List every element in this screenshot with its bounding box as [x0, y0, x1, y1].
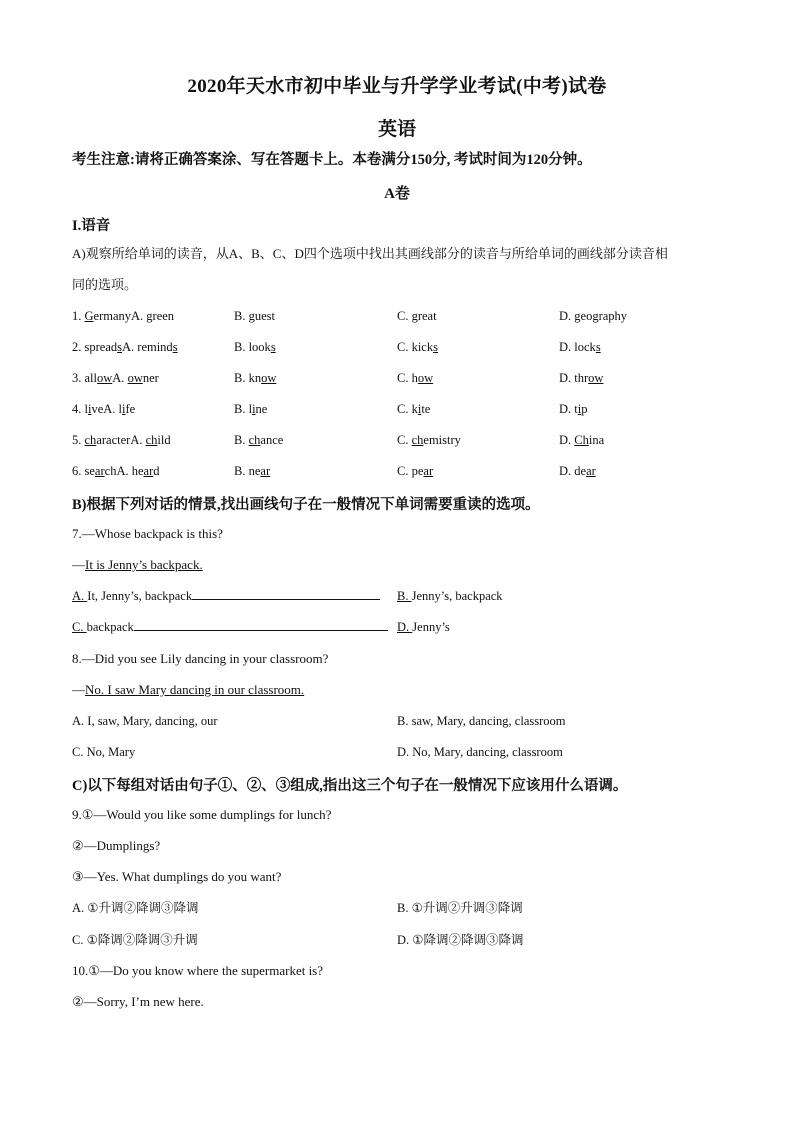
- q4-b-prefix: B. l: [234, 402, 253, 416]
- q7-a-blank-line: [192, 587, 380, 600]
- q4-word-rest: ve: [91, 402, 104, 416]
- q7-d-text: Jenny’s: [412, 620, 450, 634]
- q5-d-rest: ina: [588, 433, 605, 447]
- q5-b-rest: ance: [260, 433, 284, 447]
- q7-a-text: It, Jenny’s, backpack: [87, 589, 193, 603]
- q5-word-underlined: ch: [84, 433, 97, 447]
- q7-d-letter: D.: [397, 620, 413, 634]
- q9-line1: 9.①—Would you like some dumplings for lunch?: [72, 807, 332, 822]
- q4-b-underlined: i: [252, 402, 256, 416]
- q3-word-underlined: ow: [97, 371, 113, 385]
- q3-b-underlined: ow: [261, 371, 277, 385]
- q2-word-pre: spread: [84, 340, 118, 354]
- q3-option-b: [234, 369, 276, 387]
- q9-line3: ③—Yes. What dumplings do you want?: [72, 869, 282, 884]
- q1-d-prefix: D.: [559, 309, 575, 323]
- instruction-a-line2: 同的选项。: [72, 277, 138, 292]
- q1-b-rest: uest: [254, 309, 275, 323]
- q1-d-rest: eography: [580, 309, 628, 323]
- q6-c-underlined: ar: [423, 464, 434, 478]
- q2-b-underlined: s: [270, 340, 276, 354]
- instruction-a-line1: A)观察所给单词的读音，从A、B、C、D四个选项中找出其画线部分的读音与所给单词的画线部分读音相: [72, 246, 668, 261]
- q2-c-underlined: s: [433, 340, 438, 354]
- q5-a-prefix: A.: [130, 433, 146, 447]
- q4-number: 4.: [72, 402, 85, 416]
- q1-c-rest: reat: [417, 309, 437, 323]
- q6-a-underlined: ar: [143, 464, 154, 478]
- q2-word-underlined: s: [117, 340, 122, 354]
- q4-c-prefix: C. k: [397, 402, 418, 416]
- q1-c-prefix: C.: [397, 309, 412, 323]
- q1-option-d: [559, 307, 627, 325]
- q2-d-prefix: D. lock: [559, 340, 596, 354]
- q2-option-c: [397, 338, 438, 356]
- q3-number: 3.: [72, 371, 85, 385]
- q4-c-underlined: i: [417, 402, 422, 416]
- q10-line2: ②—Sorry, I’m new here.: [72, 994, 204, 1009]
- q2-a-underlined: s: [172, 340, 178, 354]
- q1-option-c: [397, 307, 437, 325]
- q7-c-letter: C.: [72, 620, 87, 634]
- q5-d-underlined: Ch: [574, 433, 589, 447]
- q5-c-rest: emistry: [423, 433, 461, 447]
- q6-c-prefix: C. pe: [397, 464, 424, 478]
- q9-line2: ②—Dumplings?: [72, 838, 161, 853]
- q2-option-d: [559, 338, 601, 356]
- q1-option-b: [234, 307, 275, 325]
- q3-option-d: [559, 369, 603, 387]
- q4-d-prefix: D. t: [559, 402, 578, 416]
- q1-d-underlined: g: [574, 309, 581, 323]
- q5-word-rest: aracter: [96, 433, 131, 447]
- q7-b-letter: B.: [397, 589, 412, 603]
- q7-option-c: [72, 618, 388, 636]
- q9-option-a: A. ①升调②降调③降调: [72, 901, 199, 915]
- q5-b-prefix: B.: [234, 433, 249, 447]
- q2-d-underlined: s: [595, 340, 601, 354]
- q5-d-prefix: D.: [559, 433, 575, 447]
- q3-option-c: [397, 369, 433, 387]
- q7-option-b: [397, 587, 503, 605]
- q7-line2: [72, 556, 203, 574]
- q7-underlined-sentence: It is Jenny’s backpack.: [85, 557, 203, 572]
- q2-a-prefix: A. remind: [122, 340, 173, 354]
- candidate-notice: 考生注意:请将正确答案涂、写在答题卡上。本卷满分150分, 考试时间为120分钟。: [72, 152, 592, 168]
- q6-word-underlined: ar: [94, 464, 105, 478]
- q6-word-rest: ch: [104, 464, 117, 478]
- q2-b-prefix: B. look: [234, 340, 271, 354]
- q8-underlined-sentence: No. I saw Mary dancing in our classroom.: [85, 682, 305, 697]
- q1-number: 1.: [72, 309, 85, 323]
- q5-a-rest: ild: [157, 433, 171, 447]
- q7-c-blank-line: [134, 618, 388, 631]
- q8-option-b: B. saw, Mary, dancing, classroom: [397, 714, 566, 728]
- q5-c-underlined: ch: [411, 433, 424, 447]
- q3-word-pre: all: [84, 371, 97, 385]
- q1-c-underlined: g: [411, 309, 418, 323]
- q6-d-underlined: ar: [586, 464, 596, 478]
- q8-option-a: A. I, saw, Mary, dancing, our: [72, 714, 218, 728]
- q5-stem: [72, 431, 171, 449]
- q4-word-pre: l: [84, 402, 88, 416]
- q1-b-prefix: B.: [234, 309, 249, 323]
- q6-a-prefix: A. he: [116, 464, 144, 478]
- q4-a-rest: fe: [125, 402, 136, 416]
- q4-a-underlined: i: [122, 402, 126, 416]
- q8-line1: 8.—Did you see Lily dancing in your classroom?: [72, 651, 329, 666]
- q6-b-prefix: B. ne: [234, 464, 261, 478]
- q8-option-d: D. No, Mary, dancing, classroom: [397, 745, 563, 759]
- part1-heading: I.语音: [72, 218, 111, 234]
- q6-b-underlined: ar: [260, 464, 271, 478]
- q6-option-c: [397, 462, 433, 480]
- q6-option-d: [559, 462, 596, 480]
- q5-number: 5.: [72, 433, 85, 447]
- q7-b-text: Jenny’s, backpack: [411, 589, 503, 603]
- q3-c-underlined: ow: [417, 371, 434, 385]
- q6-word-pre: se: [84, 464, 95, 478]
- q7-option-a: [72, 587, 380, 605]
- q5-c-prefix: C.: [397, 433, 412, 447]
- q4-d-rest: p: [581, 402, 588, 416]
- q4-c-rest: te: [421, 402, 431, 416]
- q3-d-underlined: ow: [588, 371, 604, 385]
- q3-c-prefix: C. h: [397, 371, 418, 385]
- q3-stem: [72, 369, 159, 387]
- q1-word-rest: ermany: [93, 309, 132, 323]
- q4-b-rest: ne: [255, 402, 268, 416]
- q6-d-prefix: D. de: [559, 464, 587, 478]
- q5-option-d: [559, 431, 604, 449]
- q1-a-rest: reen: [152, 309, 175, 323]
- q6-stem: [72, 462, 160, 480]
- q4-word-underlined: i: [87, 402, 92, 416]
- q8-line2: [72, 681, 304, 699]
- q5-b-underlined: ch: [248, 433, 261, 447]
- q6-a-rest: d: [153, 464, 160, 478]
- q2-c-prefix: C. kick: [397, 340, 434, 354]
- q1-a-underlined: g: [146, 309, 153, 323]
- q6-option-b: [234, 462, 270, 480]
- q8-dash: —: [72, 682, 85, 697]
- q7-line1: 7.—Whose backpack is this?: [72, 526, 223, 541]
- q4-option-c: [397, 400, 430, 418]
- q4-option-b: [234, 400, 267, 418]
- section-a-heading: A卷: [384, 186, 410, 202]
- q7-dash: —: [72, 557, 85, 572]
- q3-d-prefix: D. thr: [559, 371, 589, 385]
- q3-b-prefix: B. kn: [234, 371, 262, 385]
- q10-line1: 10.①—Do you know where the supermarket is?: [72, 963, 324, 978]
- instruction-b: B)根据下列对话的情景,找出画线句子在一般情况下单词需要重读的选项。: [72, 497, 540, 513]
- q7-a-letter: A.: [72, 589, 88, 603]
- q5-a-underlined: ch: [145, 433, 158, 447]
- instruction-c: C)以下每组对话由句子①、②、③组成,指出这三个句子在一般情况下应该用什么语调。: [72, 778, 628, 794]
- q7-c-text: backpack: [86, 620, 134, 634]
- q3-a-prefix: A.: [112, 371, 128, 385]
- q9-option-d: D. ①降调②降调③降调: [397, 933, 524, 947]
- q5-option-b: [234, 431, 283, 449]
- q2-number: 2.: [72, 340, 85, 354]
- q9-option-c: C. ①降调②降调③升调: [72, 933, 198, 947]
- q6-number: 6.: [72, 464, 85, 478]
- q2-option-b: [234, 338, 276, 356]
- q2-stem: [72, 338, 178, 356]
- q1-a-prefix: A.: [131, 309, 147, 323]
- subject-title: 英语: [377, 119, 416, 140]
- q3-a-underlined: ow: [127, 371, 143, 385]
- q3-a-rest: ner: [142, 371, 159, 385]
- q7-option-d: [397, 618, 450, 636]
- q1-stem: [72, 307, 174, 325]
- q4-stem: [72, 400, 135, 418]
- q1-word-underlined: G: [84, 309, 94, 323]
- q4-option-d: [559, 400, 587, 418]
- q9-option-b: B. ①升调②升调③降调: [397, 901, 523, 915]
- q4-d-underlined: i: [577, 402, 582, 416]
- q8-option-c: C. No, Mary: [72, 745, 136, 759]
- q4-a-prefix: A. l: [103, 402, 123, 416]
- q5-option-c: [397, 431, 461, 449]
- q1-b-underlined: g: [248, 309, 255, 323]
- exam-title: 2020年天水市初中毕业与升学学业考试(中考)试卷: [187, 76, 607, 97]
